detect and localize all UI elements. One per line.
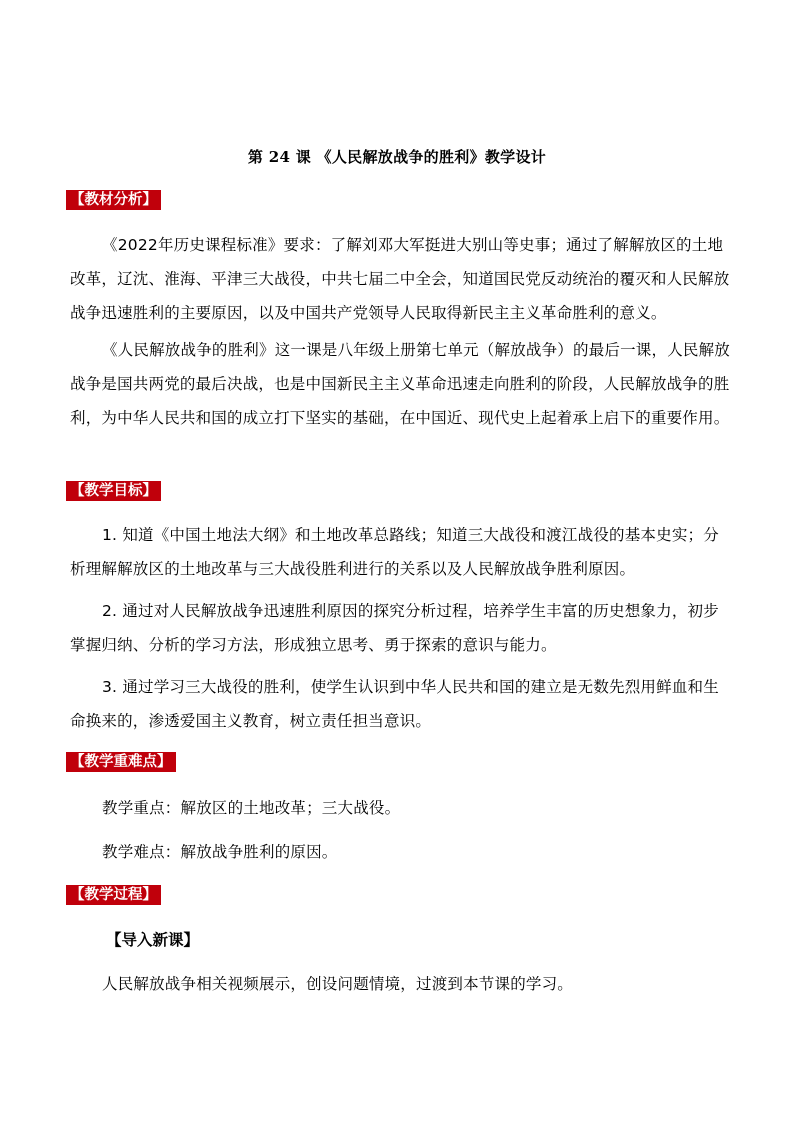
section-heading-process: 【教学过程】 [66,885,161,905]
process-subheading: 【导入新课】 [106,931,200,949]
section-heading-analysis: 【教材分析】 [66,190,161,210]
teaching-difficulty: 教学难点：解放战争胜利的原因。 [102,843,338,861]
analysis-paragraph-1: 《2022年历史课程标准》要求：了解刘邓大军挺进大别山等史事；通过了解解放区的土地改革，辽沈、淮海、平津三大战役，中共七届二中全会，知道国民党反动统治的覆灭和人民解放战争迅速胜利的主要原因，以及中国共产党领导人民取得新民主主义革命胜利的意义。 [70,236,730,322]
section-heading-goals: 【教学目标】 [66,481,161,501]
analysis-paragraph-2: 《人民解放战争的胜利》这一课是八年级上册第七单元（解放战争）的最后一课，人民解放战争是国共两党的最后决战，也是中国新民主主义革命迅速走向胜利的阶段，人民解放战争的胜利，为中华人民共和国的成立打下坚实的基础，在中国近、现代史上起着承上启下的重要作用。 [70,341,731,427]
process-intro-text: 人民解放战争相关视频展示，创设问题情境，过渡到本节课的学习。 [102,975,574,993]
document-title: 第 24 课 《人民解放战争的胜利》教学设计 [247,148,547,166]
goal-item-1: 1. 知道《中国土地法大纲》和土地改革总路线；知道三大战役和渡江战役的基本史实；分析理解解放区的土地改革与三大战役胜利进行的关系以及人民解放战争胜利原因。 [70,526,719,578]
teaching-focus: 教学重点：解放区的土地改革；三大战役。 [102,799,401,817]
goal-item-3: 3. 通过学习三大战役的胜利，使学生认识到中华人民共和国的建立是无数先烈用鲜血和生命换来的，渗透爱国主义教育，树立责任担当意识。 [70,678,719,730]
section-heading-key-points: 【教学重难点】 [66,752,176,772]
goal-item-2: 2. 通过对人民解放战争迅速胜利原因的探究分析过程，培养学生丰富的历史想象力，初步掌握归纳、分析的学习方法，形成独立思考、勇于探索的意识与能力。 [70,602,719,654]
